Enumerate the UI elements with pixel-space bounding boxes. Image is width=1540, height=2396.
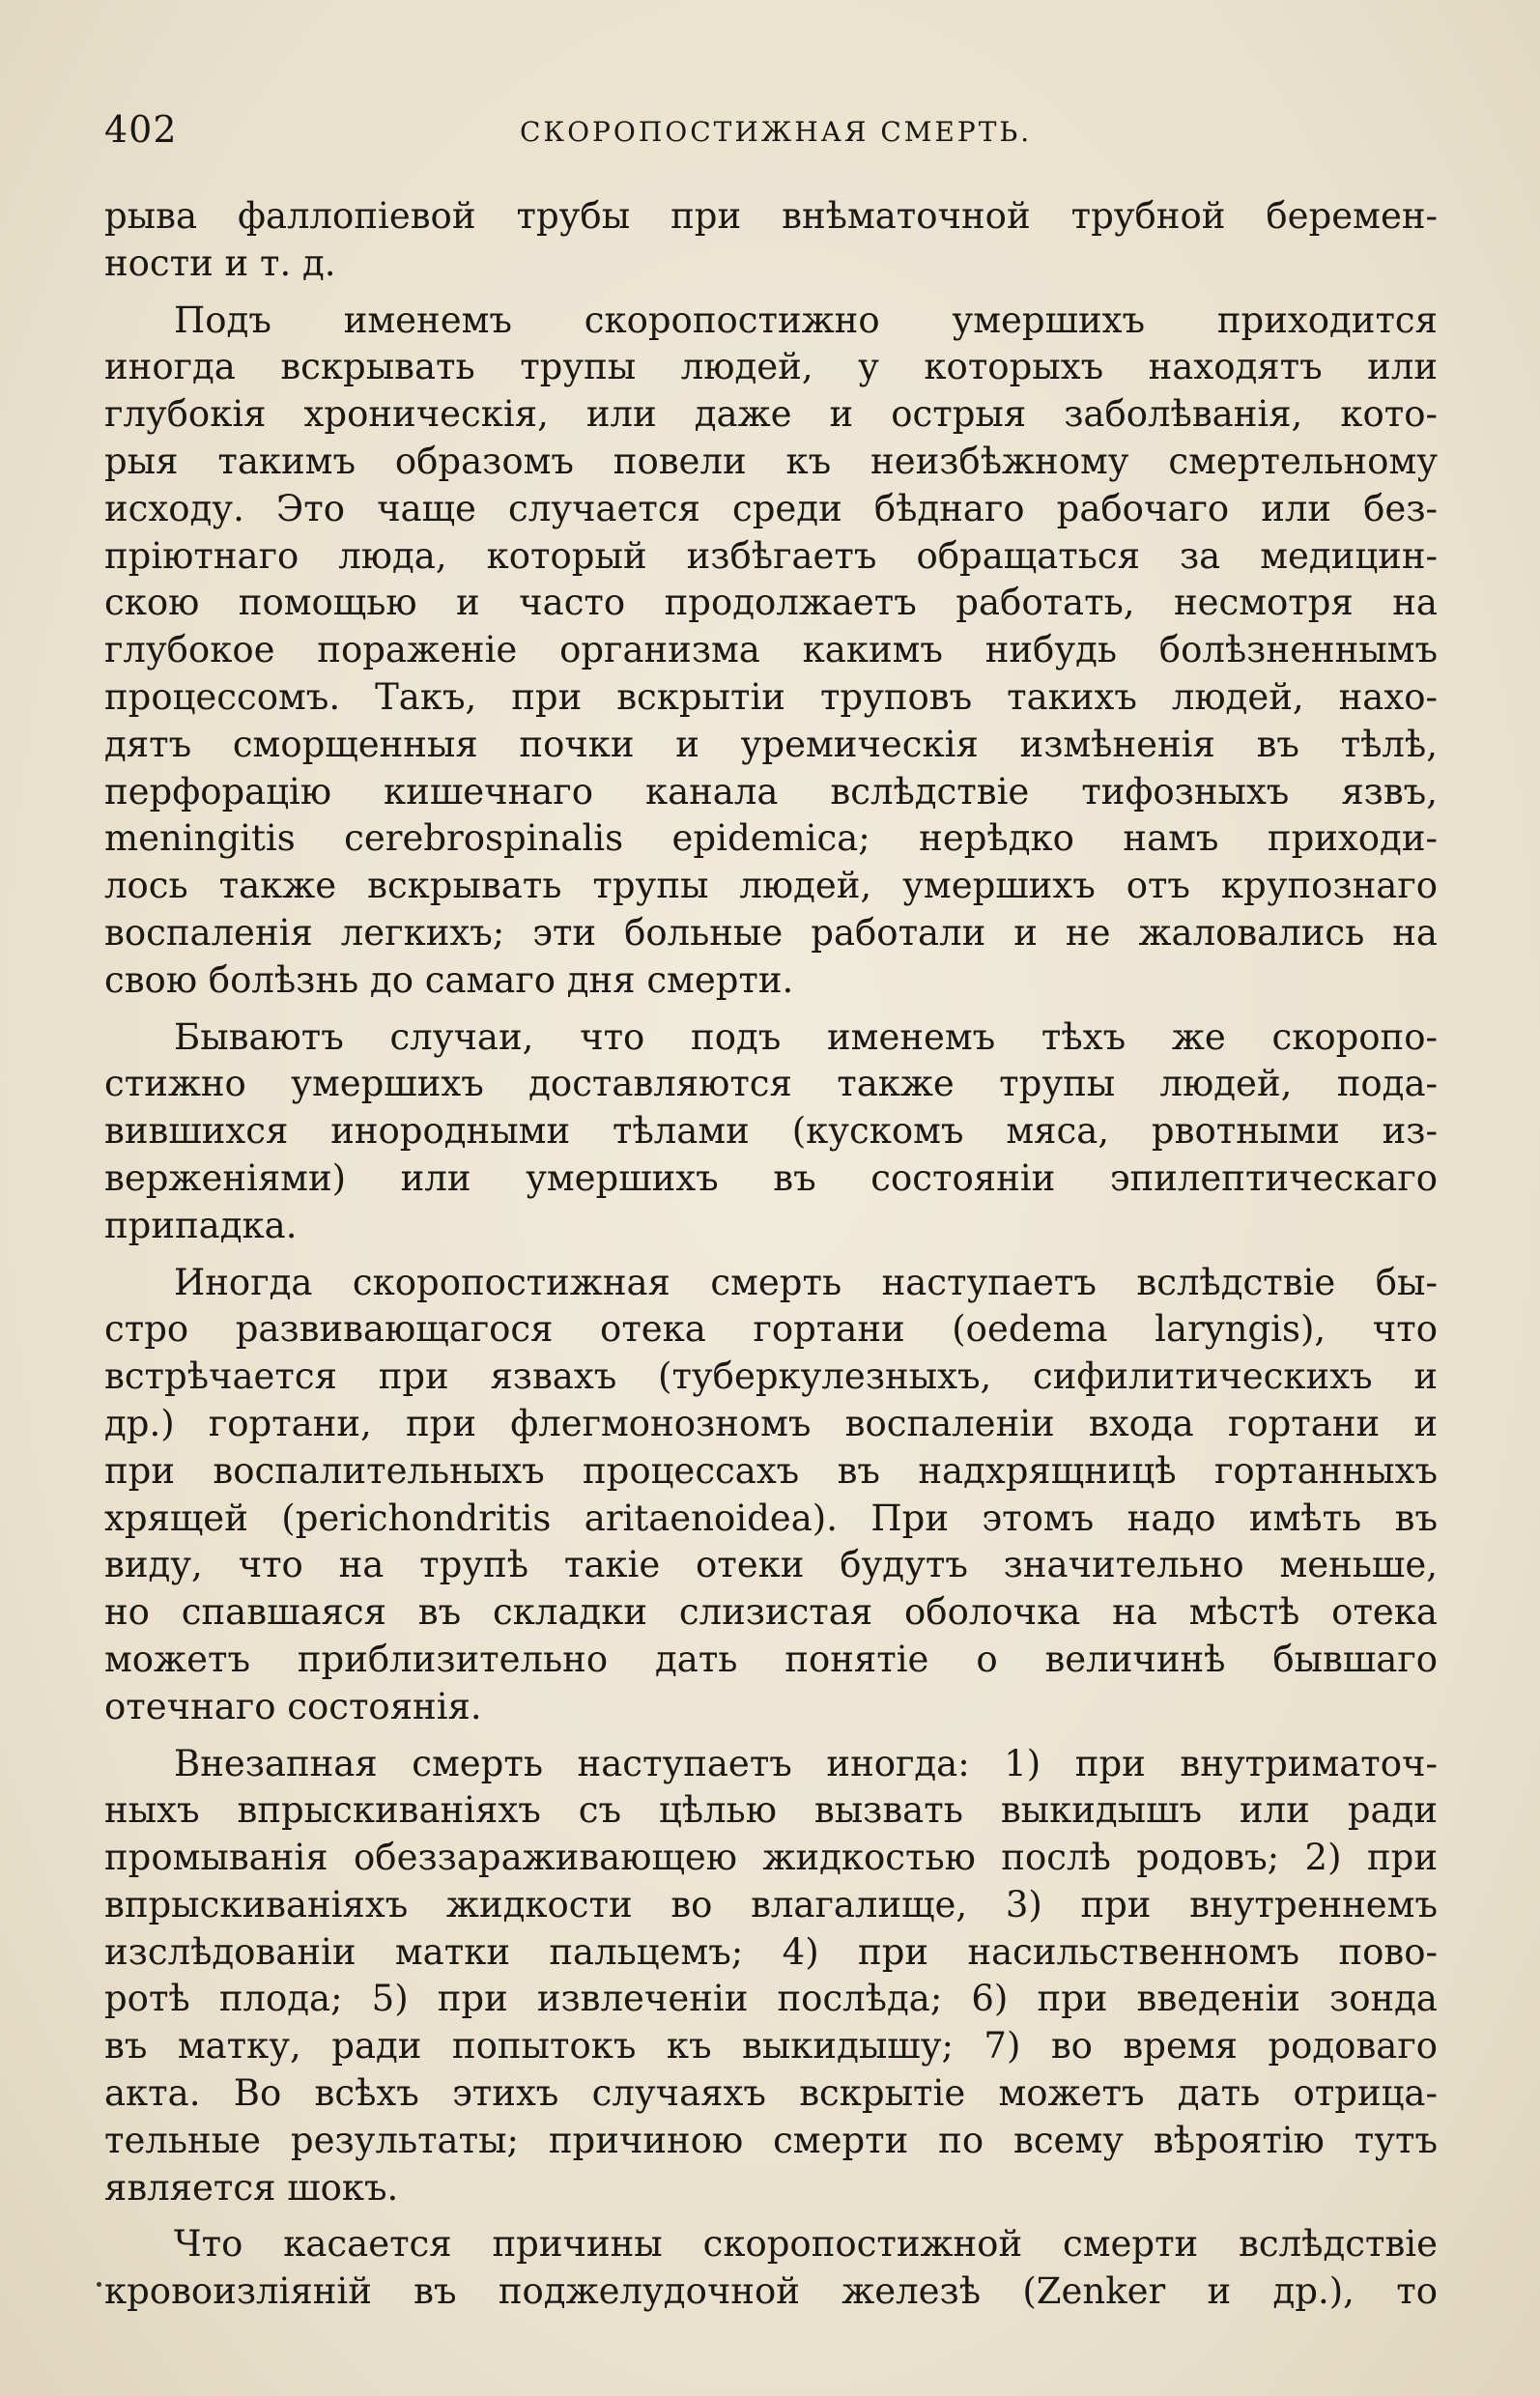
text-line: хрящей (perichondritis aritaenoidea). При этомъ надо имѣть въ xyxy=(104,1497,1438,1539)
text-line: вившихся инородными тѣлами (кускомъ мяса, рвотными из- xyxy=(104,1110,1438,1153)
text-line: но спавшаяся въ складки слизистая оболочка на мѣстѣ отека xyxy=(104,1591,1438,1634)
text-line: дятъ сморщенныя почки и уремическія измѣненія въ тѣлѣ, xyxy=(104,723,1438,765)
paragraph xyxy=(104,2221,1438,2316)
text-line: свою болѣзнь до самаго дня смерти. xyxy=(104,958,794,1001)
page-number: 402 xyxy=(104,108,178,151)
body-text xyxy=(104,193,1438,2325)
text-line: является шокъ. xyxy=(104,2166,399,2209)
text-line: пріютнаго люда, который избѣгаетъ обращаться за медицин- xyxy=(104,534,1438,577)
text-line: ротѣ плода; 5) при извлеченіи послѣда; 6) при введеніи зонда xyxy=(104,1978,1438,2020)
page-header xyxy=(104,108,1438,166)
text-line: рыя такимъ образомъ повели къ неизбѣжному смертельному xyxy=(104,440,1438,482)
text-line: ныхъ впрыскиваніяхъ съ цѣлью вызвать выкидышъ или ради xyxy=(104,1789,1438,1832)
ink-speck xyxy=(97,2282,101,2287)
text-line: стижно умершихъ доставляются также трупы людей, пода- xyxy=(104,1063,1438,1105)
text-line: встрѣчается при язвахъ (туберкулезныхъ, сифилитическихъ и xyxy=(104,1355,1438,1398)
text-line: акта. Во всѣхъ этихъ случаяхъ вскрытіе можетъ дать отрица- xyxy=(104,2072,1438,2115)
text-line: изслѣдованіи матки пальцемъ; 4) при насильственномъ пово- xyxy=(104,1930,1438,1973)
text-line: воспаленія легкихъ; эти больные работали и не жаловались на xyxy=(104,911,1438,954)
text-line: иногда вскрывать трупы людей, у которыхъ находятъ или xyxy=(104,346,1438,388)
text-line: виду, что на трупѣ такіе отеки будутъ значительно меньше, xyxy=(104,1544,1438,1586)
paragraph xyxy=(104,1014,1438,1250)
text-line: тельные результаты; причиною смерти по всему вѣроятію тутъ xyxy=(104,2119,1438,2161)
paragraph xyxy=(104,1741,1438,2212)
text-line: meningitis cerebrospinalis epidemica; нерѣдко намъ приходи- xyxy=(104,817,1438,860)
text-line: при воспалительныхъ процессахъ въ надхрящницѣ гортанныхъ xyxy=(104,1449,1438,1492)
running-title: СКОРОПОСТИЖНАЯ СМЕРТЬ. xyxy=(520,116,1033,148)
text-line: рыва фаллопіевой трубы при внѣматочной трубной беремен- xyxy=(104,195,1438,237)
text-line: отечнаго состоянія. xyxy=(104,1685,482,1727)
text-line: лось также вскрывать трупы людей, умершихъ отъ крупознаго xyxy=(104,865,1438,907)
text-line: процессомъ. Такъ, при вскрытіи труповъ такихъ людей, нахо- xyxy=(104,675,1438,718)
text-line: ности и т. д. xyxy=(104,242,336,284)
text-line: припадка. xyxy=(104,1204,298,1246)
text-line: Иногда скоропостижная смерть наступаетъ вслѣдствіе бы- xyxy=(174,1261,1438,1303)
text-line: скою помощью и часто продолжаетъ работать, несмотря на xyxy=(104,582,1438,624)
paragraph xyxy=(104,1260,1438,1731)
text-line: Подъ именемъ скоропостижно умершихъ приходится xyxy=(174,299,1438,341)
text-line: Что касается причины скоропостижной смерти вслѣдствіе xyxy=(174,2223,1438,2266)
text-line: др.) гортани, при флегмонозномъ воспаленіи входа гортани и xyxy=(104,1402,1438,1444)
text-line: глубокія хроническія, или даже и острыя заболѣванія, кото- xyxy=(104,393,1438,436)
paragraph xyxy=(104,298,1438,1005)
text-line: впрыскиваніяхъ жидкости во влагалище, 3) при внутреннемъ xyxy=(104,1883,1438,1925)
text-line: промыванія обеззараживающею жидкостью послѣ родовъ; 2) при xyxy=(104,1837,1438,1879)
text-line: Бываютъ случаи, что подъ именемъ тѣхъ же скоропо- xyxy=(174,1015,1438,1058)
text-line: Внезапная смерть наступаетъ иногда: 1) при внутриматоч- xyxy=(174,1742,1438,1784)
text-line: стро развивающагося отека гортани (oedema laryngis), что xyxy=(104,1308,1438,1351)
text-line: верженіями) или умершихъ въ состояніи эпилептическаго xyxy=(104,1156,1438,1199)
text-line: глубокое пораженіе организма какимъ нибудь болѣзненнымъ xyxy=(104,629,1438,671)
text-line: можетъ приблизительно дать понятіе о величинѣ бывшаго xyxy=(104,1638,1438,1680)
text-line: въ матку, ради попытокъ къ выкидышу; 7) во время родоваго xyxy=(104,2025,1438,2068)
text-line: кровоизліяній въ поджелудочной железѣ (Zenker и др.), то xyxy=(104,2270,1438,2313)
text-line: перфорацію кишечнаго канала вслѣдствіе тифозныхъ язвъ, xyxy=(104,770,1438,813)
paragraph xyxy=(104,193,1438,288)
text-line: исходу. Это чаще случается среди бѣднаго рабочаго или без- xyxy=(104,487,1438,529)
